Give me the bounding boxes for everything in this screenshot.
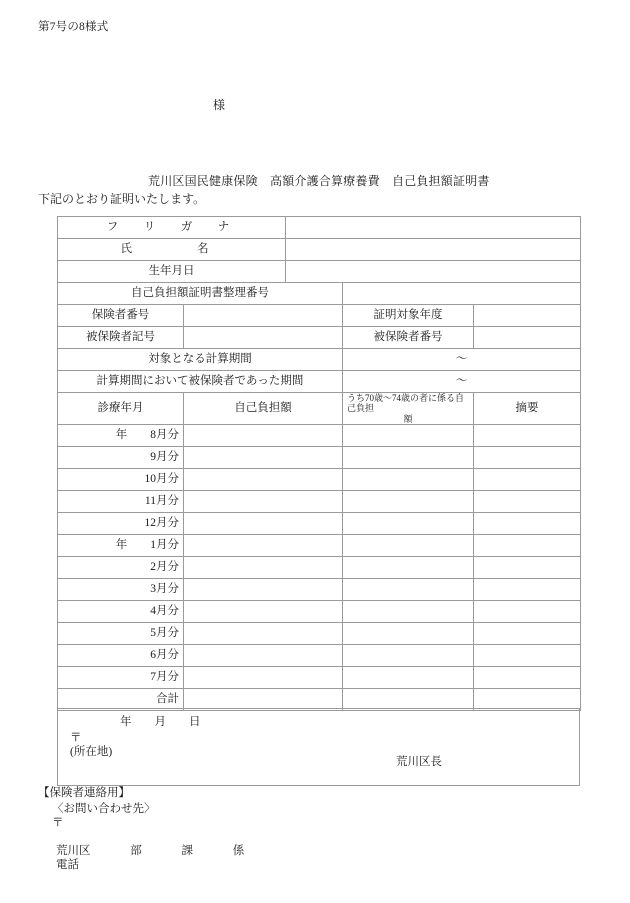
name-label: 氏 名 bbox=[58, 239, 286, 261]
row-month-label: 年 1月分 bbox=[58, 535, 184, 557]
column-header-elderly-self-pay: うち70歳〜74歳の者に係る自己負担 額 bbox=[343, 393, 474, 425]
cert-number-label: 自己負担額証明書整理番号 bbox=[58, 283, 343, 305]
row-month-label: 10月分 bbox=[58, 469, 184, 491]
furigana-value[interactable] bbox=[286, 217, 581, 239]
footer-division-label: 課 bbox=[181, 845, 193, 857]
target-fiscal-year-value[interactable] bbox=[474, 305, 581, 327]
row-self-pay-value[interactable] bbox=[184, 667, 343, 689]
row-remarks-value[interactable] bbox=[474, 579, 581, 601]
row-self-pay-value[interactable] bbox=[184, 601, 343, 623]
footer-ward: 荒川区 bbox=[56, 845, 91, 857]
row-self-pay-value[interactable] bbox=[184, 425, 343, 447]
table-row-birthdate bbox=[58, 261, 581, 283]
table-row bbox=[58, 557, 581, 579]
table-row bbox=[58, 513, 581, 535]
table-row-insured-period bbox=[58, 371, 581, 393]
row-self-pay-value[interactable] bbox=[184, 513, 343, 535]
insurer-number-label: 保険者番号 bbox=[58, 305, 184, 327]
postal-mark-icon: 〒 bbox=[70, 732, 82, 744]
insured-period-value[interactable]: 〜 bbox=[343, 371, 581, 393]
row-self-pay-value[interactable] bbox=[184, 447, 343, 469]
document-lead-text: 下記のとおり証明いたします。 bbox=[38, 192, 206, 206]
row-month-label: 3月分 bbox=[58, 579, 184, 601]
footer-tel-label: 電話 bbox=[56, 859, 79, 871]
column-header-treatment-month: 診療年月 bbox=[58, 393, 184, 425]
row-remarks-value[interactable] bbox=[474, 535, 581, 557]
row-remarks-value[interactable] bbox=[474, 557, 581, 579]
row-elderly-self-pay-value[interactable] bbox=[343, 535, 474, 557]
calc-period-value[interactable]: 〜 bbox=[343, 349, 581, 371]
footer-dept-label: 部 bbox=[130, 845, 142, 857]
row-self-pay-value[interactable] bbox=[184, 623, 343, 645]
row-month-label: 9月分 bbox=[58, 447, 184, 469]
row-elderly-self-pay-value[interactable] bbox=[343, 447, 474, 469]
table-row bbox=[58, 601, 581, 623]
calc-period-label: 対象となる計算期間 bbox=[58, 349, 343, 371]
insurer-number-value[interactable] bbox=[184, 305, 343, 327]
signature-block bbox=[57, 708, 580, 786]
row-elderly-self-pay-value[interactable] bbox=[343, 579, 474, 601]
table-row bbox=[58, 469, 581, 491]
footer-section-heading: 【保険者連絡用】 bbox=[38, 787, 130, 799]
signature-date-line[interactable]: 年 月 日 bbox=[120, 716, 201, 728]
row-elderly-self-pay-value[interactable] bbox=[343, 601, 474, 623]
insured-symbol-label: 被保険者記号 bbox=[58, 327, 184, 349]
table-row bbox=[58, 491, 581, 513]
birthdate-label: 生年月日 bbox=[58, 261, 286, 283]
row-month-label: 4月分 bbox=[58, 601, 184, 623]
issuer-name: 荒川区長 bbox=[396, 756, 442, 768]
table-row bbox=[58, 645, 581, 667]
row-elderly-self-pay-value[interactable] bbox=[343, 557, 474, 579]
name-value[interactable] bbox=[286, 239, 581, 261]
row-self-pay-value[interactable] bbox=[184, 535, 343, 557]
amount-table-header-row bbox=[58, 393, 581, 425]
row-remarks-value[interactable] bbox=[474, 447, 581, 469]
addressee-honorific: 様 bbox=[213, 98, 226, 112]
row-self-pay-value[interactable] bbox=[184, 469, 343, 491]
footer-department-line bbox=[56, 846, 244, 858]
row-month-label: 2月分 bbox=[58, 557, 184, 579]
table-row-insurer-number bbox=[58, 305, 581, 327]
row-self-pay-value[interactable] bbox=[184, 491, 343, 513]
certificate-table bbox=[57, 216, 581, 711]
furigana-label: フ リ ガ ナ bbox=[58, 217, 286, 239]
row-elderly-self-pay-value[interactable] bbox=[343, 469, 474, 491]
table-row bbox=[58, 535, 581, 557]
row-month-label: 12月分 bbox=[58, 513, 184, 535]
insured-period-label: 計算期間において被保険者であった期間 bbox=[58, 371, 343, 393]
table-row-name bbox=[58, 239, 581, 261]
row-self-pay-value[interactable] bbox=[184, 557, 343, 579]
row-remarks-value[interactable] bbox=[474, 513, 581, 535]
row-elderly-self-pay-value[interactable] bbox=[343, 491, 474, 513]
table-row-calc-period bbox=[58, 349, 581, 371]
row-self-pay-value[interactable] bbox=[184, 579, 343, 601]
row-month-label: 6月分 bbox=[58, 645, 184, 667]
row-month-label: 年 8月分 bbox=[58, 425, 184, 447]
row-elderly-self-pay-value[interactable] bbox=[343, 623, 474, 645]
row-elderly-self-pay-value[interactable] bbox=[343, 425, 474, 447]
birthdate-value[interactable] bbox=[286, 261, 581, 283]
footer-inquiry-label: 〈お問い合わせ先〉 bbox=[52, 803, 156, 815]
row-remarks-value[interactable] bbox=[474, 425, 581, 447]
insured-symbol-value[interactable] bbox=[184, 327, 343, 349]
row-remarks-value[interactable] bbox=[474, 645, 581, 667]
row-month-label: 7月分 bbox=[58, 667, 184, 689]
table-row-cert-number bbox=[58, 283, 581, 305]
form-code: 第7号の8様式 bbox=[38, 21, 109, 33]
row-elderly-self-pay-value[interactable] bbox=[343, 645, 474, 667]
column-header-remarks: 摘要 bbox=[474, 393, 581, 425]
insured-number-value[interactable] bbox=[474, 327, 581, 349]
document-title: 荒川区国民健康保険 高額介護合算療養費 自己負担額証明書 bbox=[148, 174, 490, 188]
target-fiscal-year-label: 証明対象年度 bbox=[343, 305, 474, 327]
row-remarks-value[interactable] bbox=[474, 491, 581, 513]
table-row bbox=[58, 447, 581, 469]
cert-number-value[interactable] bbox=[343, 283, 581, 305]
row-remarks-value[interactable] bbox=[474, 623, 581, 645]
column-header-self-pay: 自己負担額 bbox=[184, 393, 343, 425]
row-remarks-value[interactable] bbox=[474, 469, 581, 491]
row-elderly-self-pay-value[interactable] bbox=[343, 667, 474, 689]
table-row-insured-symbol bbox=[58, 327, 581, 349]
table-row bbox=[58, 425, 581, 447]
insured-number-label: 被保険者番号 bbox=[343, 327, 474, 349]
table-row bbox=[58, 579, 581, 601]
row-remarks-value[interactable] bbox=[474, 667, 581, 689]
row-remarks-value[interactable] bbox=[474, 601, 581, 623]
address-label: (所在地) bbox=[70, 746, 113, 758]
row-month-label: 5月分 bbox=[58, 623, 184, 645]
table-row bbox=[58, 667, 581, 689]
row-month-label: 11月分 bbox=[58, 491, 184, 513]
row-self-pay-value[interactable] bbox=[184, 645, 343, 667]
footer-postal-mark-icon: 〒 bbox=[52, 817, 64, 829]
table-row bbox=[58, 623, 581, 645]
row-total-label: 合計 bbox=[58, 689, 184, 711]
table-row-furigana bbox=[58, 217, 581, 239]
row-elderly-self-pay-value[interactable] bbox=[343, 513, 474, 535]
footer-section-label: 係 bbox=[232, 845, 245, 857]
